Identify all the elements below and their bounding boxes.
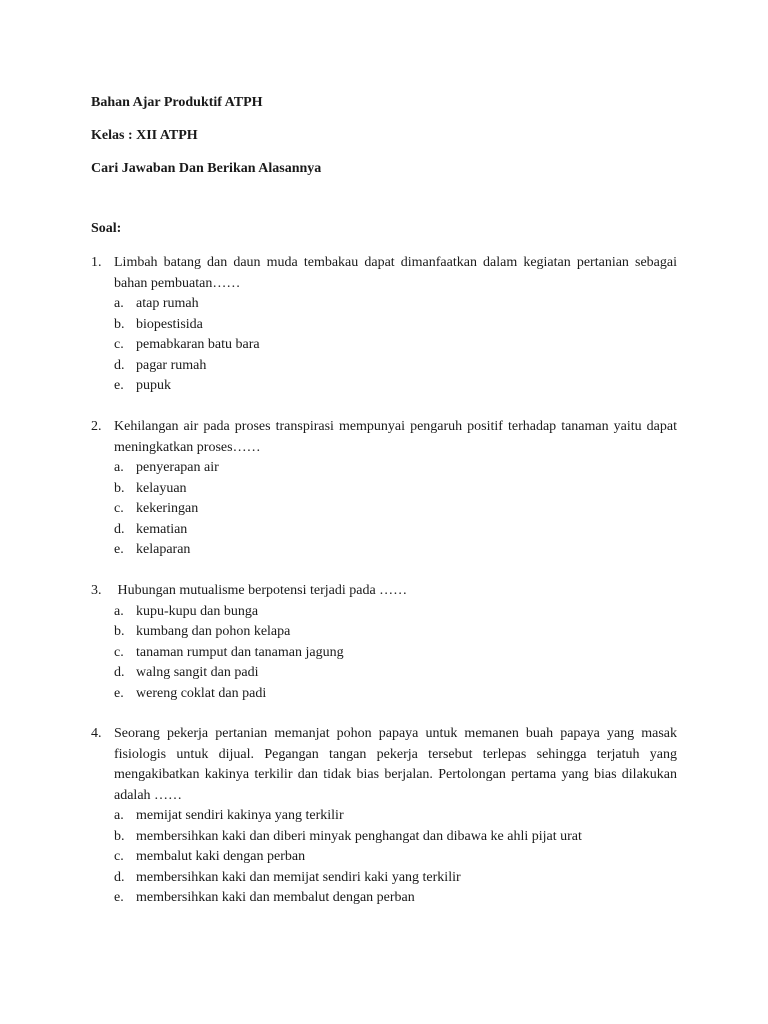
- option-c: [91, 847, 677, 868]
- option-text: atap rumah: [136, 296, 199, 311]
- option-label: d.: [114, 357, 125, 373]
- option-text: walng sangit dan padi: [136, 665, 259, 680]
- option-label: e.: [114, 378, 124, 393]
- option-text: pagar rumah: [136, 357, 207, 373]
- option-label: a.: [114, 296, 124, 311]
- option-text: membersihkan kaki dan memijat sendiri kaki yang terkilir: [136, 869, 461, 885]
- option-d: [91, 520, 677, 541]
- option-e: [91, 540, 677, 561]
- option-label: e.: [114, 542, 124, 557]
- option-label: a.: [114, 603, 124, 619]
- question-4: [91, 724, 677, 909]
- soal-heading: Soal:: [91, 221, 122, 236]
- option-a: [91, 806, 677, 827]
- option-d: [91, 663, 677, 684]
- option-label: b.: [114, 316, 125, 332]
- option-text: membersihkan kaki dan diberi minyak penghangat dan dibawa ke ahli pijat urat: [136, 828, 582, 844]
- option-text: biopestisida: [136, 316, 203, 332]
- option-b: [91, 827, 677, 848]
- option-e: [91, 684, 677, 705]
- option-label: e.: [114, 685, 124, 701]
- question-number: 2.: [91, 419, 102, 434]
- option-text: kekeringan: [136, 501, 199, 516]
- option-label: d.: [114, 869, 125, 885]
- option-label: c.: [114, 849, 124, 864]
- option-text: tanaman rumput dan tanaman jagung: [136, 644, 344, 660]
- option-label: e.: [114, 890, 124, 905]
- option-c: [91, 335, 677, 356]
- option-label: d.: [114, 521, 125, 537]
- question-text: Seorang pekerja pertanian memanjat pohon papaya untuk memanen buah papaya yang masak fisiologis untuk dijual. Pegangan tangan pekerja tersebut terlepas sehingga terjatuh yang mengakibatkan kakinya terkilir dan tidak bias berjalan. Pertolongan pertama yang bias dilakukan adalah ……: [114, 726, 677, 803]
- option-a: [91, 458, 677, 479]
- option-label: a.: [114, 460, 124, 475]
- option-text: membersihkan kaki dan membalut dengan perban: [136, 890, 415, 905]
- question-text: Limbah batang dan daun muda tembakau dapat dimanfaatkan dalam kegiatan pertanian sebagai bahan pembuatan……: [114, 255, 677, 291]
- option-b: [91, 315, 677, 336]
- option-label: c.: [114, 644, 124, 660]
- option-label: a.: [114, 808, 124, 823]
- question-2: [91, 417, 677, 561]
- class-label: Kelas : XII ATPH: [91, 128, 198, 143]
- option-label: c.: [114, 501, 124, 516]
- question-1: [91, 253, 677, 397]
- option-text: kupu-kupu dan bunga: [136, 603, 259, 619]
- option-text: memijat sendiri kakinya yang terkilir: [136, 808, 344, 823]
- question-number: 4.: [91, 726, 102, 741]
- question-text: Hubungan mutualisme berpotensi terjadi pada ……: [114, 583, 408, 598]
- option-c: [91, 643, 677, 664]
- option-text: penyerapan air: [136, 460, 219, 475]
- question-stem: [91, 724, 677, 806]
- instruction-text: Cari Jawaban Dan Berikan Alasannya: [91, 161, 322, 176]
- option-b: [91, 622, 677, 643]
- option-label: b.: [114, 480, 125, 496]
- option-text: kematian: [136, 521, 188, 537]
- option-d: [91, 356, 677, 377]
- option-text: kumbang dan pohon kelapa: [136, 624, 291, 639]
- document-title: Bahan Ajar Produktif ATPH: [91, 95, 263, 110]
- question-stem: [91, 417, 677, 458]
- option-e: [91, 888, 677, 909]
- option-label: d.: [114, 665, 125, 680]
- option-text: kelaparan: [136, 542, 191, 557]
- option-label: b.: [114, 624, 125, 639]
- option-a: [91, 294, 677, 315]
- option-text: kelayuan: [136, 480, 187, 496]
- option-a: [91, 602, 677, 623]
- option-label: c.: [114, 337, 124, 352]
- question-stem: [91, 581, 677, 602]
- option-c: [91, 499, 677, 520]
- question-number: 3.: [91, 583, 102, 598]
- question-stem: [91, 253, 677, 294]
- option-text: wereng coklat dan padi: [136, 685, 267, 701]
- option-text: pupuk: [136, 378, 171, 393]
- question-number: 1.: [91, 255, 102, 270]
- question-text: Kehilangan air pada proses transpirasi mempunyai pengaruh positif terhadap tanaman yaitu dapat meningkatkan proses……: [114, 419, 677, 455]
- option-text: pemabkaran batu bara: [136, 337, 260, 352]
- option-text: membalut kaki dengan perban: [136, 849, 306, 864]
- option-b: [91, 479, 677, 500]
- option-d: [91, 868, 677, 889]
- option-e: [91, 376, 677, 397]
- option-label: b.: [114, 828, 125, 844]
- question-3: [91, 581, 677, 704]
